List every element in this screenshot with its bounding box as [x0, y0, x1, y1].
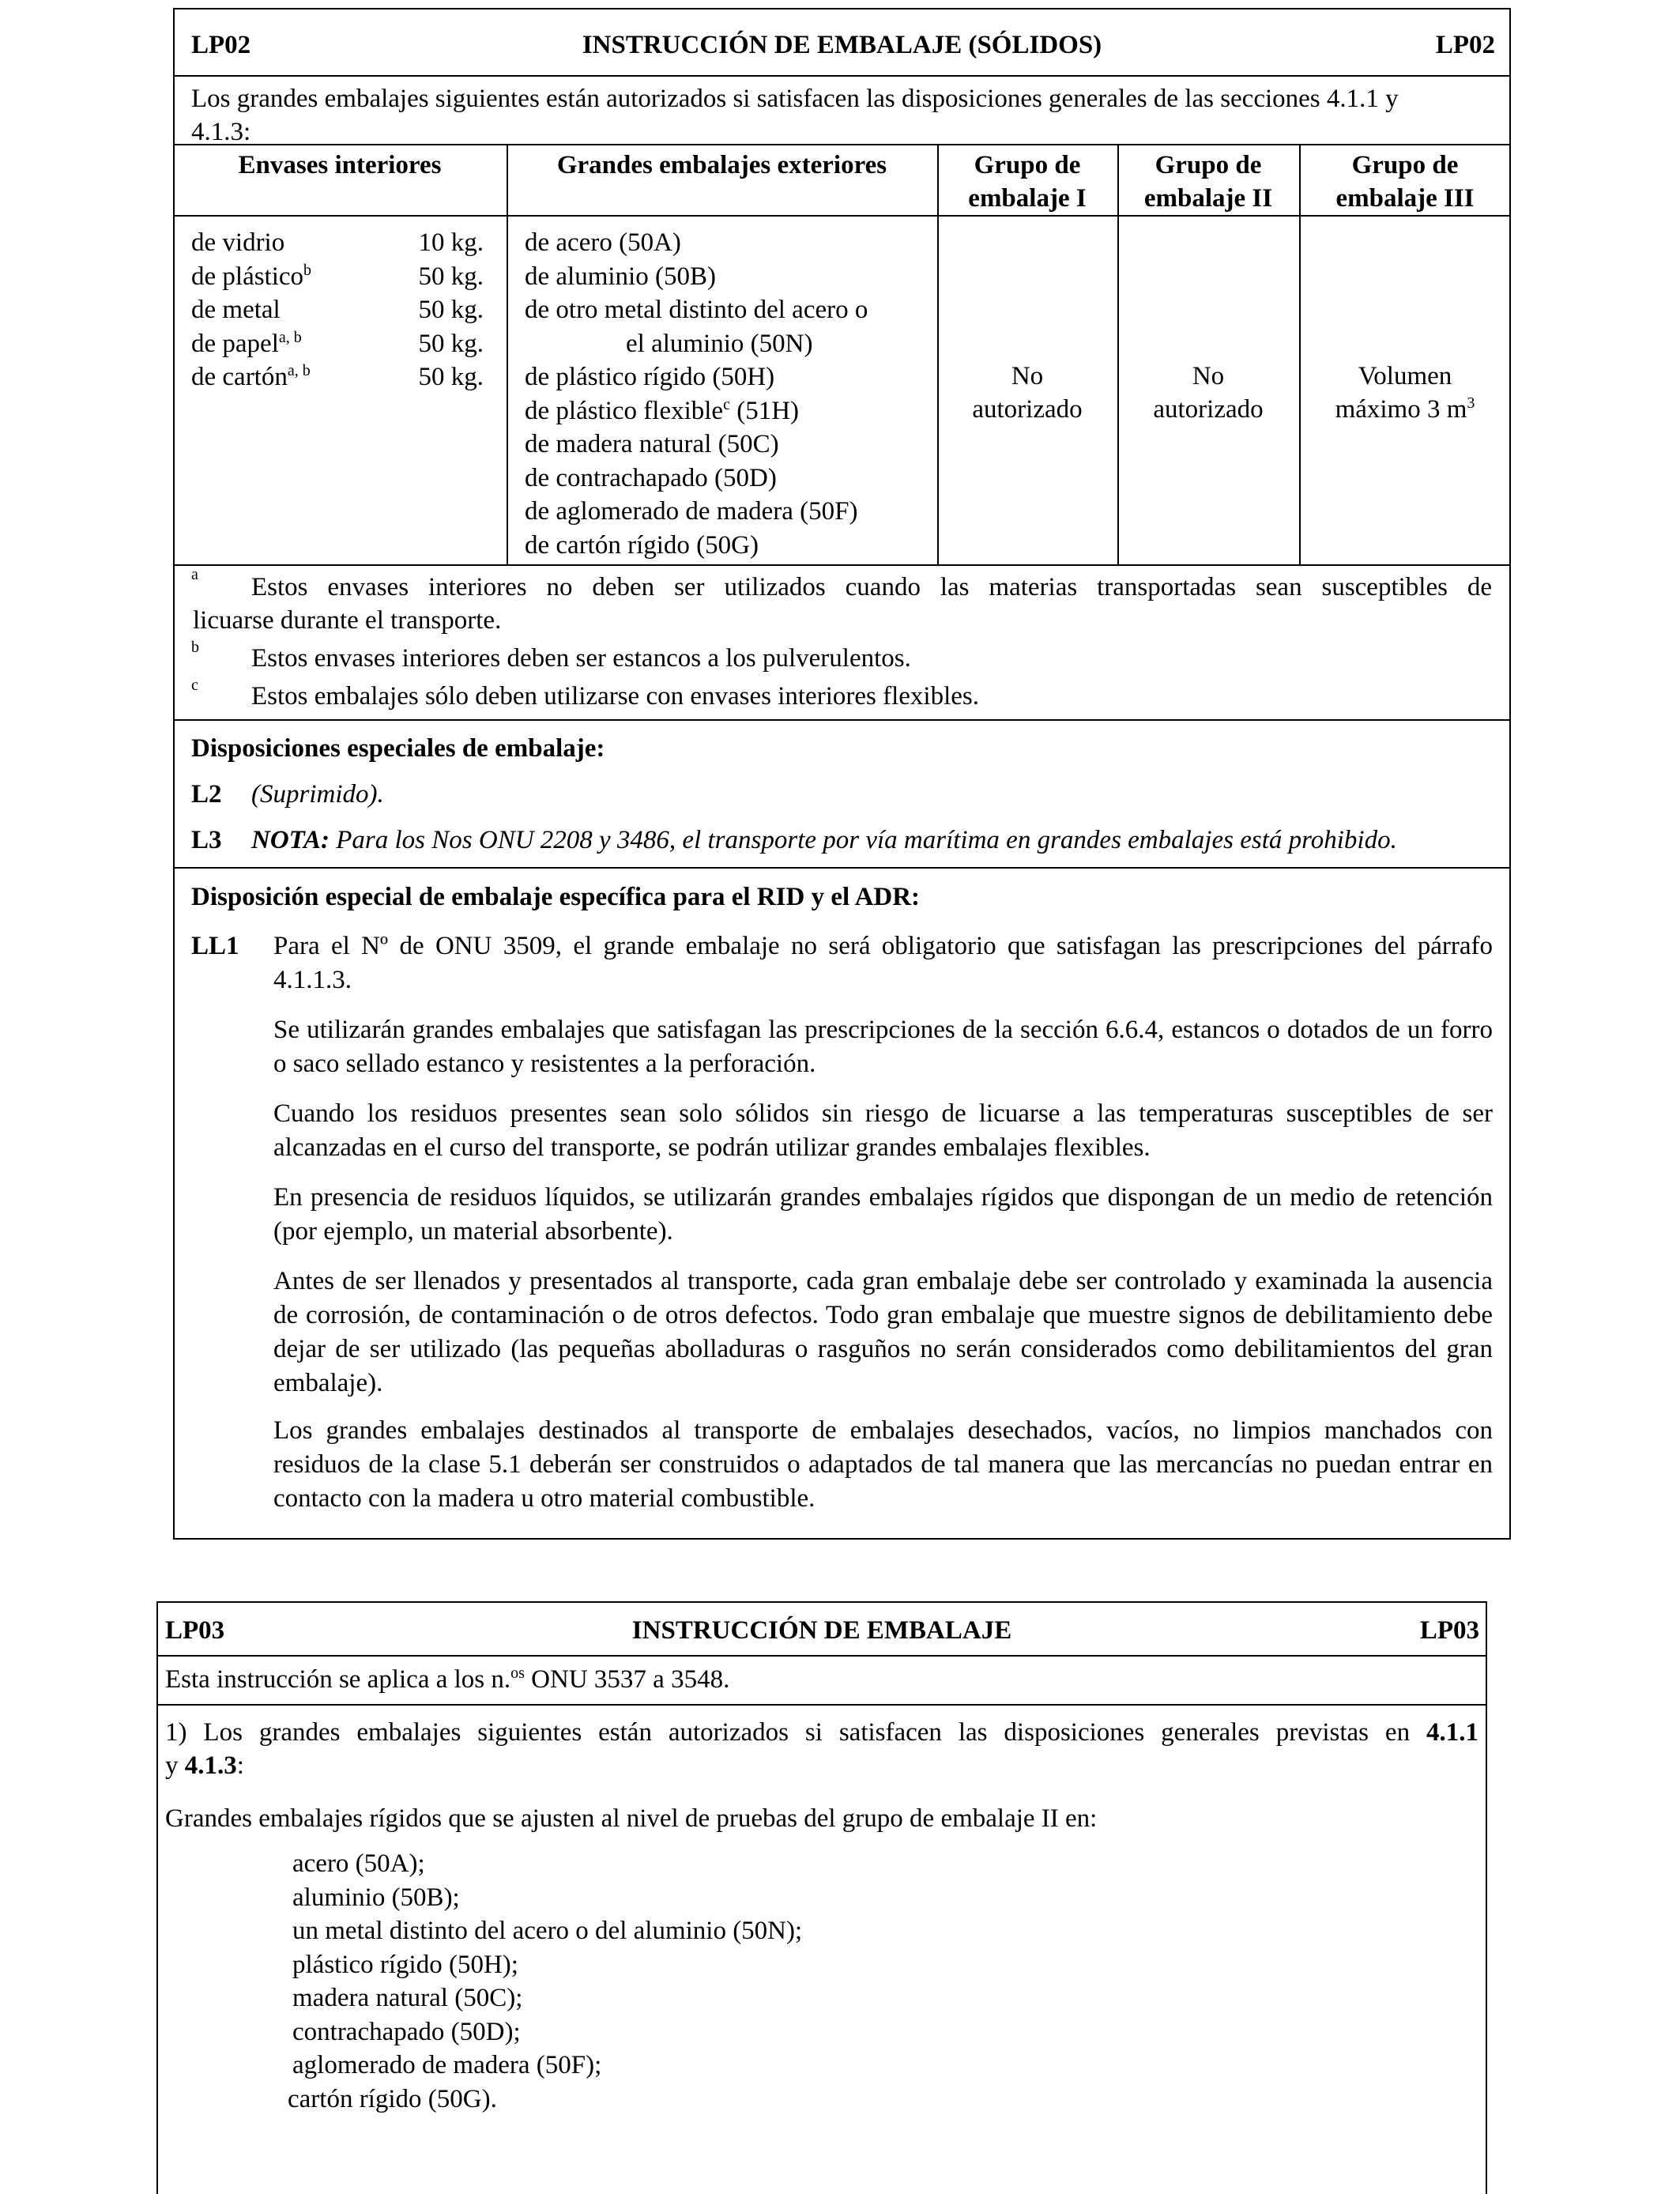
inner-item-name: de cartón	[191, 363, 288, 391]
list-item: aglomerado de madera (50F);	[292, 2051, 602, 2079]
header-pg2-line1: Grupo de	[1155, 151, 1262, 179]
list-item: de otro metal distinto del acero o	[525, 296, 868, 324]
header-inner-packagings: Envases interiores	[238, 151, 442, 179]
l3-text	[251, 824, 1397, 858]
divider	[156, 1601, 1487, 1603]
header-pg1-line1: Grupo de	[974, 151, 1081, 179]
footnote-c-text: Estos embalajes sólo deben utilizarse con envases interiores flexibles.	[251, 682, 979, 711]
list-item	[191, 293, 484, 327]
list-item: aluminio (50B);	[292, 1883, 460, 1912]
list-item: madera natural (50C);	[292, 1984, 523, 2012]
lp03-p1-ref2: 4.1.3	[184, 1751, 237, 1780]
l2-text: (Suprimido).	[251, 780, 384, 809]
column-divider	[156, 1601, 158, 2194]
list-item: cartón rígido (50G).	[288, 2084, 497, 2113]
inner-item-qty: 50 kg.	[418, 296, 484, 324]
ll1-paragraph-3: Cuando los residuos presentes sean solo sólidos sin riesgo de licuarse a las temperaturas susceptibles de ser alcanzadas en el curso del transporte, se podrán utilizar grandes embalajes flexibles.	[273, 1099, 1493, 1162]
lp03-code-left: LP03	[165, 1616, 225, 1645]
pg3-volume-text: máximo 3 m	[1335, 395, 1467, 424]
column-divider	[507, 144, 508, 565]
divider	[173, 75, 1511, 77]
inner-item-qty: 50 kg.	[418, 329, 484, 358]
outer-item-flexible-code: (51H)	[729, 396, 800, 425]
list-item: contrachapado (50D);	[292, 2017, 521, 2046]
ll1-paragraph-2: Se utilizarán grandes embalajes que satisfagan las prescripciones de la sección 6.6.4, estancos o dotados de un forro o saco sellado estanco y resistentes a la perforación.	[273, 1016, 1493, 1078]
l2-code: L2	[191, 780, 222, 809]
list-item: de contrachapado (50D)	[525, 463, 777, 492]
column-divider	[1486, 1601, 1487, 2194]
divider	[156, 1655, 1487, 1657]
header-pg2-line2: embalaje II	[1143, 184, 1273, 213]
inner-item-name: de plástico	[191, 262, 304, 291]
lp03-paragraph-1-line1	[165, 1716, 1478, 1750]
l3-note-label: NOTA:	[251, 826, 330, 854]
inner-item-sup: a, b	[287, 362, 311, 379]
pg1-value-line2: autorizado	[972, 395, 1083, 424]
footnote-b-text: Estos envases interiores deben ser estancos a los pulverulentos.	[251, 644, 911, 673]
divider	[156, 1704, 1487, 1706]
lp03-p1-line2-post: :	[236, 1751, 244, 1780]
list-item	[191, 360, 484, 394]
lp03-rigid-intro: Grandes embalajes rígidos que se ajusten al nivel de pruebas del grupo de embalaje II en:	[165, 1804, 1098, 1833]
lp02-code-right: LP02	[1435, 31, 1495, 59]
divider	[173, 719, 1511, 721]
list-item: el aluminio (50N)	[626, 329, 813, 358]
inner-item-name: de papel	[191, 329, 279, 358]
list-item	[191, 327, 484, 361]
list-item: de cartón rígido (50G)	[525, 530, 759, 560]
header-pg3-line1: Grupo de	[1351, 151, 1459, 179]
lp03-title: INSTRUCCIÓN DE EMBALAJE	[631, 1616, 1012, 1645]
footnote-b-mark: b	[191, 639, 199, 656]
lp03-applies-sup: os	[510, 1664, 525, 1682]
list-item: de plástico rígido (50H)	[525, 363, 775, 391]
lp03-paragraph-1-line2	[165, 1749, 244, 1783]
divider	[173, 564, 1511, 566]
inner-item-qty: 50 kg.	[418, 262, 484, 291]
ll1-paragraph-6: Los grandes embalajes destinados al transporte de embalajes desechados, vacíos, no limpios manchados con residuos de la clase 5.1 deberán ser construidos o adaptados de tal manera que las mercancías no puedan entrar en contacto con la madera u otro material combustible.	[273, 1416, 1493, 1513]
divider	[173, 144, 1511, 145]
list-item: de acero (50A)	[525, 228, 681, 257]
outer-item-flexible: de plástico flexible	[525, 396, 724, 425]
special-provisions-heading: Disposiciones especiales de embalaje:	[191, 734, 605, 763]
ll1-code: LL1	[191, 932, 239, 960]
l3-code: L3	[191, 826, 222, 854]
lp02-intro-line2: 4.1.3:	[191, 118, 251, 146]
footnote-a-line2: licuarse durante el transporte.	[193, 606, 502, 635]
footnote-c-mark: c	[191, 677, 198, 694]
inner-item-qty: 10 kg.	[418, 228, 484, 257]
inner-item-qty: 50 kg.	[418, 363, 484, 391]
lp02-title: INSTRUCCIÓN DE EMBALAJE (SÓLIDOS)	[582, 31, 1102, 59]
divider	[173, 867, 1511, 869]
pg3-volume-sup: 3	[1467, 394, 1475, 412]
outer-packagings-list	[525, 226, 868, 562]
list-item: un metal distinto del acero o del aluminio (50N);	[292, 1917, 803, 1945]
lp02-intro-line1: Los grandes embalajes siguientes están autorizados si satisfacen las disposiciones generales de las secciones 4.1.1 y	[191, 85, 1399, 113]
ll1-paragraph-5: Antes de ser llenados y presentados al transporte, cada gran embalaje debe ser controlado y examinada la ausencia de corrosión, de contaminación o de otros defectos. Todo gran embalaje que muestre signos de debilitamiento debe dejar de ser utilizado (las pequeñas abolladuras o rasguños no serán considerados como debilitamientos del gran embalaje).	[273, 1267, 1493, 1397]
header-pg1-line2: embalaje I	[968, 184, 1087, 213]
lp03-p1-line2-pre: y	[165, 1751, 185, 1780]
list-item: acero (50A);	[292, 1849, 425, 1878]
inner-item-name: de vidrio	[191, 228, 285, 257]
pg2-value-line2: autorizado	[1153, 395, 1264, 424]
pg3-value-line2	[1299, 393, 1511, 427]
ll1-paragraph-1: Para el Nº de ONU 3509, el grande embalaje no será obligatorio que satisfagan las prescripciones del párrafo 4.1.1.3.	[273, 932, 1493, 994]
lp03-materials-list	[288, 1847, 803, 2116]
inner-item-sup: a, b	[278, 328, 302, 346]
lp03-applies-pre: Esta instrucción se aplica a los n.	[165, 1665, 511, 1694]
lp03-p1-text: 1) Los grandes embalajes siguientes están autorizados si satisfacen las disposiciones generales previstas en	[165, 1718, 1426, 1747]
lp03-applies-post: ONU 3537 a 3548.	[524, 1665, 730, 1694]
list-item	[525, 394, 868, 428]
outer-item-sup: c	[723, 395, 730, 413]
pg3-value-line1: Volumen	[1358, 362, 1452, 390]
rid-adr-heading: Disposición especial de embalaje específica para el RID y el ADR:	[191, 883, 921, 911]
list-item	[191, 226, 484, 260]
pg2-value-line1: No	[1192, 362, 1225, 390]
inner-packagings-list	[191, 226, 484, 394]
header-outer-packagings: Grandes embalajes exteriores	[556, 151, 887, 179]
l3-note-text: Para los Nos ONU 2208 y 3486, el transporte por vía marítima en grandes embalajes está prohibido.	[330, 826, 1397, 854]
inner-item-name: de metal	[191, 296, 281, 324]
list-item	[191, 260, 484, 294]
header-pg3-line2: embalaje III	[1335, 184, 1475, 213]
list-item: de madera natural (50C)	[525, 430, 779, 458]
pg1-value-line1: No	[1011, 362, 1044, 390]
lp03-code-right: LP03	[1419, 1616, 1479, 1645]
list-item: de aluminio (50B)	[525, 262, 716, 291]
ll1-paragraph-4: En presencia de residuos líquidos, se utilizarán grandes embalajes rígidos que dispongan de un medio de retención (por ejemplo, un material absorbente).	[273, 1183, 1493, 1246]
footnote-a-mark: a	[191, 566, 198, 583]
footnote-a-line1: Estos envases interiores no deben ser utilizados cuando las materias transportadas sean susceptibles de	[251, 573, 1492, 601]
inner-item-sup: b	[303, 261, 312, 279]
list-item: plástico rígido (50H);	[292, 1950, 518, 1979]
lp02-code-left: LP02	[191, 31, 251, 59]
lp03-applies	[165, 1663, 729, 1697]
lp03-p1-ref1: 4.1.1	[1426, 1718, 1478, 1747]
list-item: de aglomerado de madera (50F)	[525, 497, 858, 526]
